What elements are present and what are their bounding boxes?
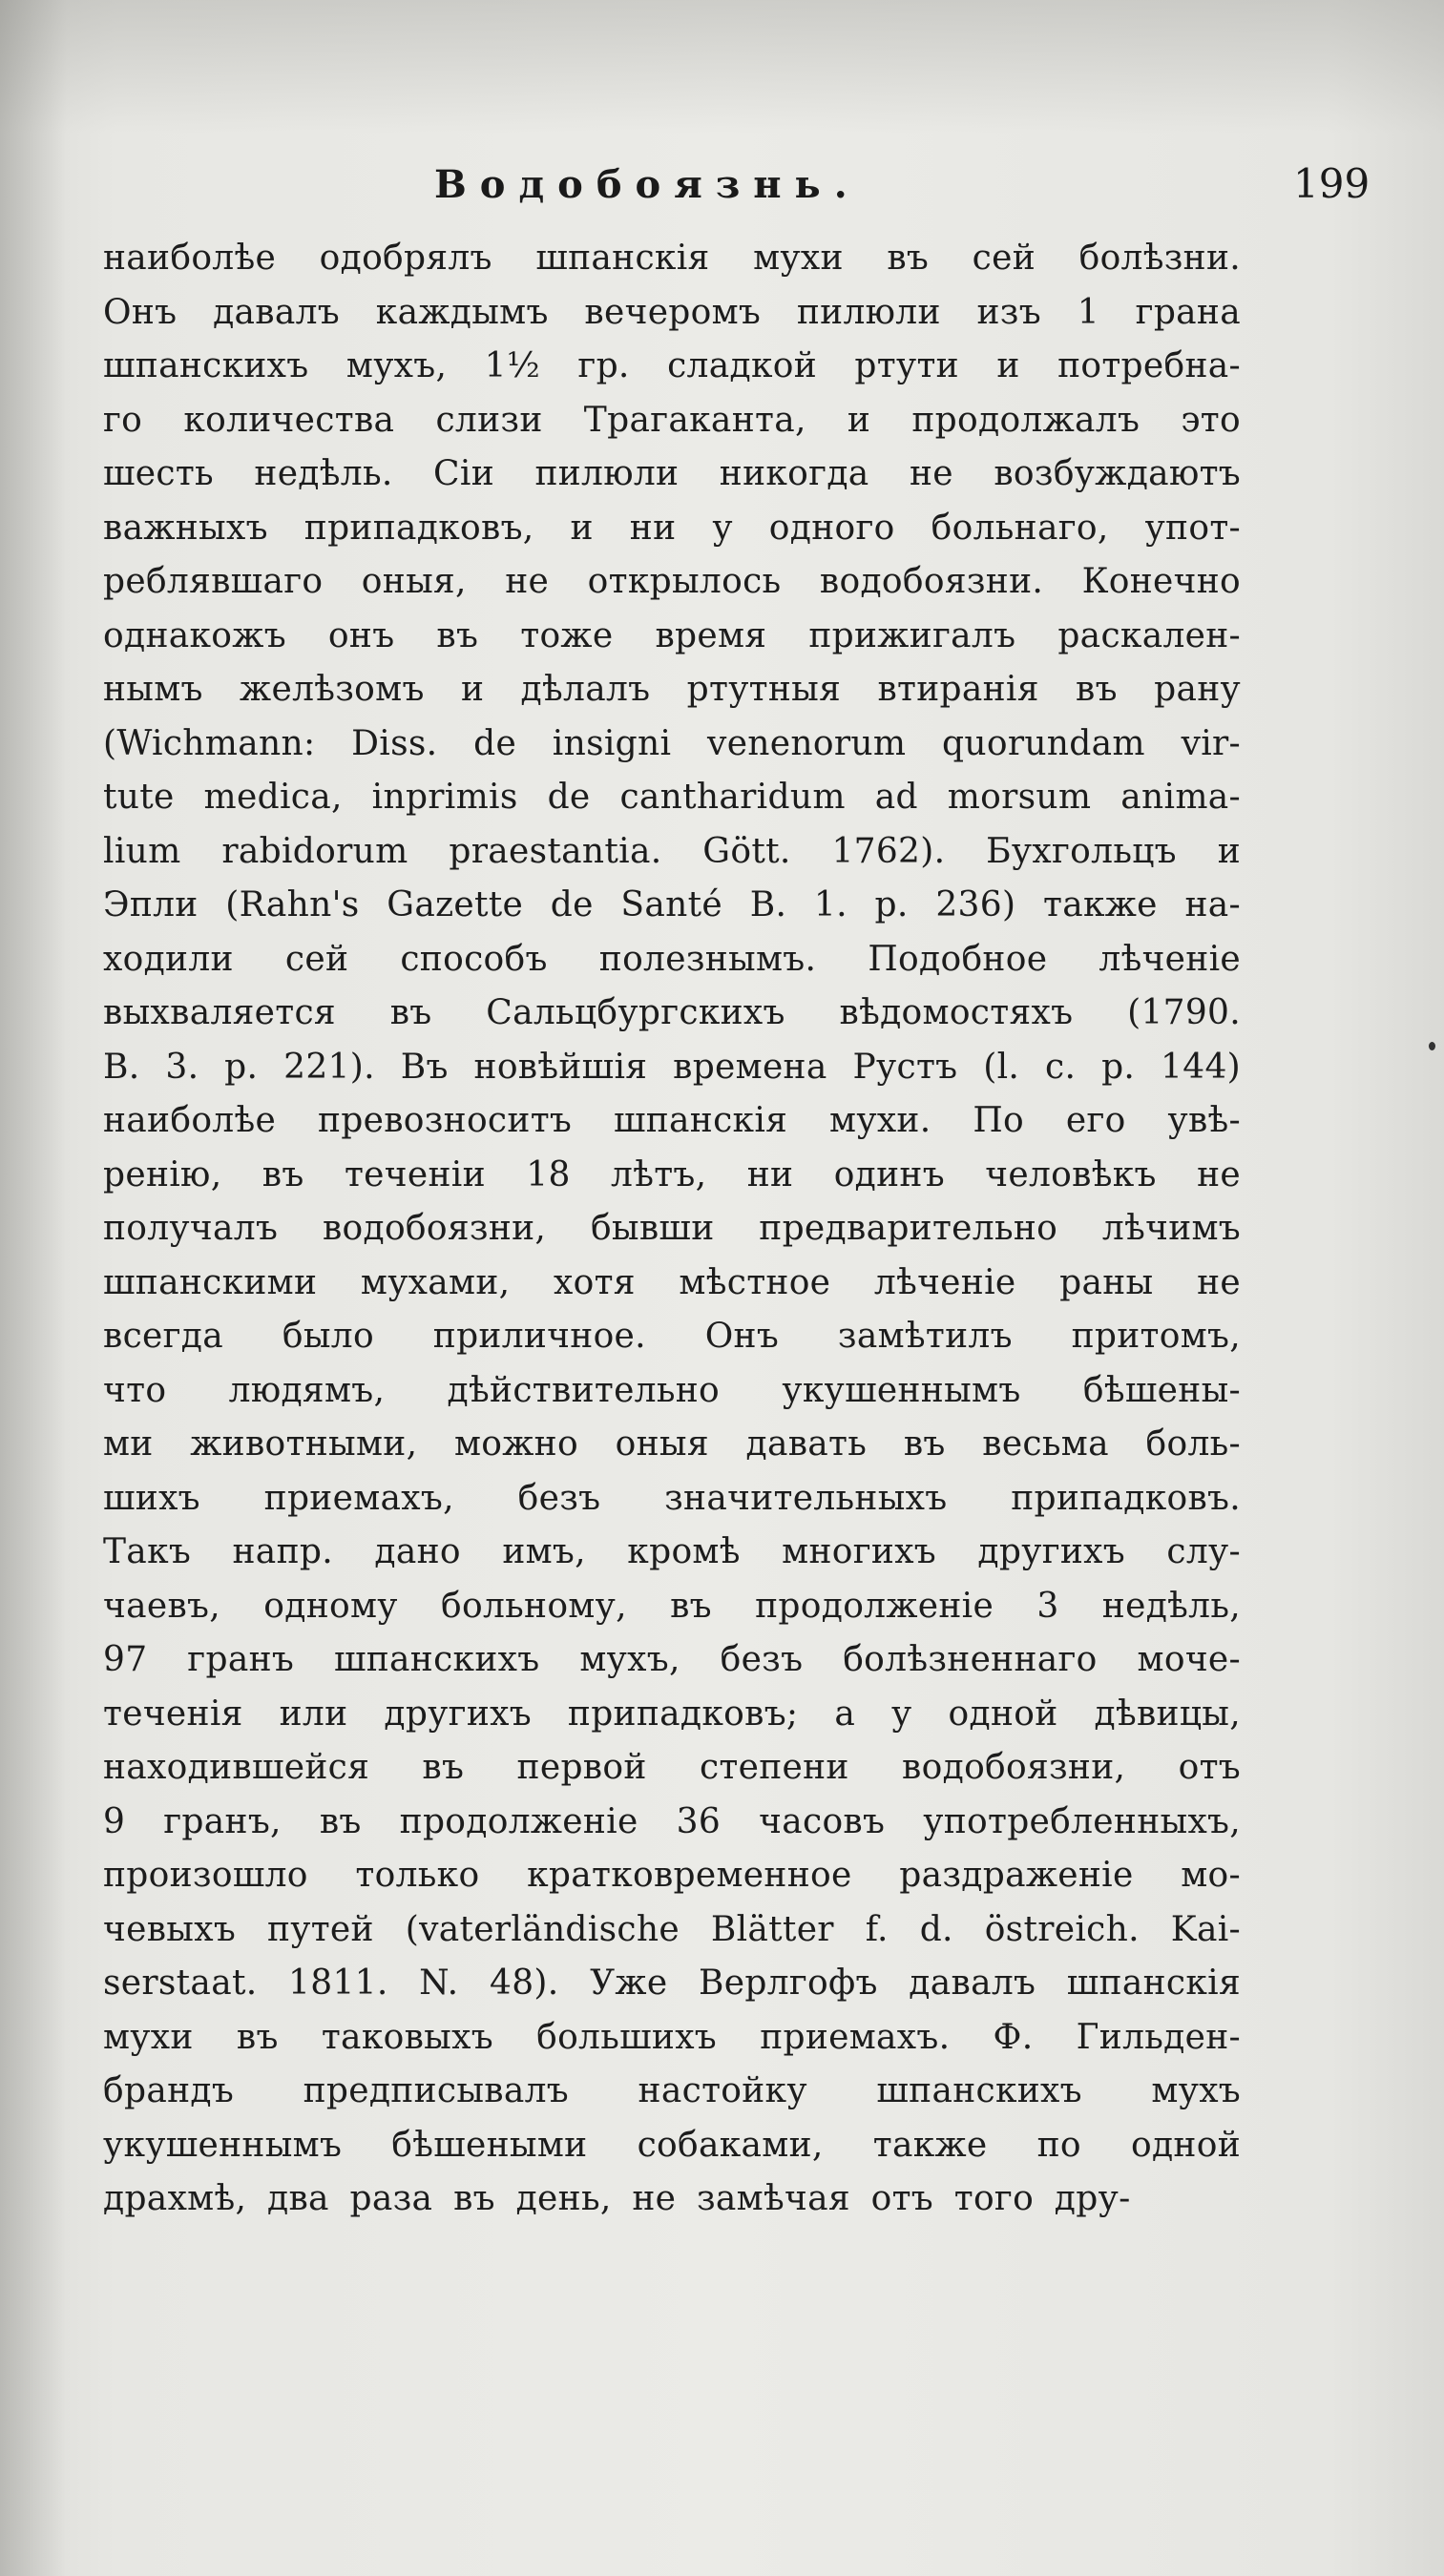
text-line: 97 гранъ шпанскихъ мухъ, безъ болѣзненнаго моче-: [103, 1640, 1241, 1679]
text-line: lium rabidorum praestantia. Gött. 1762). Бухгольцъ и: [103, 831, 1241, 871]
text-line: шпанскими мухами, хотя мѣстное лѣченіе раны не: [103, 1262, 1241, 1302]
text-line: B. 3. p. 221). Въ новѣйшія времена Рустъ (l. c. p. 144): [103, 1047, 1241, 1087]
text-line: чевыхъ путей (vaterländische Blätter f. d. östreich. Kai-: [103, 1909, 1241, 1949]
text-line: однакожъ онъ въ тоже время прижигалъ раскален-: [103, 615, 1241, 655]
text-line: выхваляется въ Сальцбургскихъ вѣдомостяхъ (1790.: [103, 993, 1241, 1032]
page-top-shadow: [0, 0, 1444, 134]
text-line: теченія или другихъ припадковъ; а у одной дѣвицы,: [103, 1693, 1241, 1734]
text-line: брандъ предписывалъ настойку шпанскихъ мухъ: [103, 2071, 1241, 2110]
text-line: чаевъ, одному больному, въ продолженіе 3 недѣль,: [103, 1586, 1241, 1626]
text-line: получалъ водобоязни, бывши предварительно лѣчимъ: [103, 1209, 1241, 1248]
text-line: serstaat. 1811. N. 48). Уже Верлгофъ давалъ шпанскія: [103, 1963, 1241, 2003]
scan-speck: [1429, 1042, 1435, 1050]
text-line: что людямъ, дѣйствительно укушеннымъ бѣшены-: [103, 1370, 1241, 1410]
text-line: 9 гранъ, въ продолженіе 36 часовъ употребленныхъ,: [103, 1801, 1241, 1841]
text-line: наиболѣе превозноситъ шпанскія мухи. По его увѣ-: [103, 1101, 1241, 1140]
text-line: шпанскихъ мухъ, 1½ гр. сладкой ртути и потребна-: [103, 346, 1241, 385]
text-line: шесть недѣль. Сіи пилюли никогда не возбуждаютъ: [103, 454, 1241, 493]
text-line: нымъ желѣзомъ и дѣлалъ ртутныя втиранія въ рану: [103, 670, 1241, 709]
text-line: находившейся въ первой степени водобоязни, отъ: [103, 1748, 1241, 1787]
page-number: 199: [1293, 160, 1371, 207]
text-line: произошло только кратковременное раздраженіе мо-: [103, 1856, 1241, 1895]
text-line: наиболѣе одобрялъ шпанскія мухи въ сей болѣзни.: [103, 239, 1241, 278]
text-line: шихъ приемахъ, безъ значительныхъ припадковъ.: [103, 1478, 1241, 1518]
page-gutter-shadow: [0, 0, 67, 2576]
text-line: укушеннымъ бѣшеными собаками, также по одной: [103, 2125, 1241, 2165]
text-line: важныхъ припадковъ, и ни у одного больнаго, упот-: [103, 508, 1241, 548]
text-line: го количества слизи Трагаканта, и продолжалъ это: [103, 400, 1241, 440]
text-line: Онъ давалъ каждымъ вечеромъ пилюли изъ 1 грана: [103, 292, 1241, 332]
text-line: tute medica, inprimis de cantharidum ad morsum anima-: [103, 778, 1241, 817]
text-line: реблявшаго оныя, не открылось водобоязни. Конечно: [103, 562, 1241, 601]
text-line: (Wichmann: Diss. de insigni venenorum quorundam vir-: [103, 723, 1241, 763]
text-line: Эпли (Rahn's Gazette de Santé B. 1. p. 236) также на-: [103, 885, 1241, 924]
text-line: ми животными, можно оныя давать въ весьма боль-: [103, 1424, 1241, 1464]
body-text: [103, 232, 1241, 2227]
text-line: ренію, въ теченіи 18 лѣтъ, ни одинъ человѣкъ не: [103, 1154, 1241, 1195]
text-line: драхмѣ, два раза въ день, не замѣчая отъ того дру-: [103, 2179, 1131, 2218]
text-line: Такъ напр. дано имъ, кромѣ многихъ другихъ слу-: [103, 1532, 1241, 1571]
running-title: Водобоязнь.: [434, 162, 861, 207]
text-line: ходили сей способъ полезнымъ. Подобное лѣченіе: [103, 939, 1241, 979]
text-line: всегда было приличное. Онъ замѣтилъ притомъ,: [103, 1317, 1241, 1356]
text-line: мухи въ таковыхъ большихъ приемахъ. Ф. Гильден-: [103, 2017, 1241, 2057]
